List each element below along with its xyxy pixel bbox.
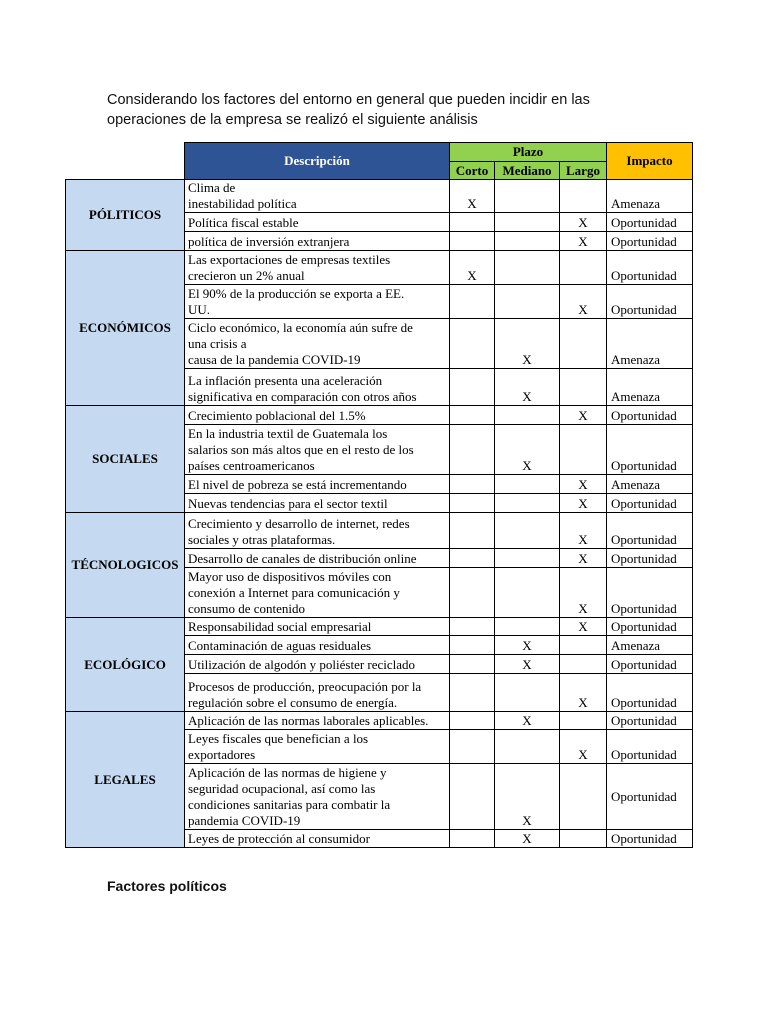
impact-cell: Oportunidad [607, 406, 693, 425]
mediano-mark-cell [495, 730, 560, 764]
mediano-mark-cell: X [495, 655, 560, 674]
header-corto: Corto [450, 162, 495, 180]
category-cell: LEGALES [66, 712, 185, 848]
description-cell: política de inversión extranjera [185, 232, 450, 251]
table-row [66, 180, 693, 213]
table-row [66, 251, 693, 285]
largo-mark-cell: X [560, 618, 607, 636]
description-cell: Contaminación de aguas residuales [185, 636, 450, 655]
corto-mark-cell [450, 475, 495, 494]
largo-mark-cell [560, 764, 607, 830]
impact-cell: Oportunidad [607, 712, 693, 730]
category-cell: PÓLITICOS [66, 180, 185, 251]
largo-mark-cell [560, 369, 607, 406]
impact-cell: Oportunidad [607, 232, 693, 251]
mediano-mark-cell [495, 549, 560, 568]
mediano-mark-cell [495, 513, 560, 549]
category-cell: TÉCNOLOGICOS [66, 513, 185, 618]
mediano-mark-cell [495, 232, 560, 251]
largo-mark-cell [560, 636, 607, 655]
table-row [66, 618, 693, 636]
description-cell: Aplicación de las normas de higiene y seguridad ocupacional, así como las condiciones sanitarias para combatir la pandemia COVID-19 [185, 764, 450, 830]
corto-mark-cell [450, 618, 495, 636]
description-cell: Crecimiento poblacional del 1.5% [185, 406, 450, 425]
impact-cell: Oportunidad [607, 568, 693, 618]
mediano-mark-cell: X [495, 369, 560, 406]
corto-mark-cell [450, 712, 495, 730]
mediano-mark-cell [495, 568, 560, 618]
largo-mark-cell: X [560, 232, 607, 251]
largo-mark-cell: X [560, 513, 607, 549]
largo-mark-cell: X [560, 475, 607, 494]
corto-mark-cell [450, 513, 495, 549]
mediano-mark-cell: X [495, 712, 560, 730]
largo-mark-cell [560, 425, 607, 475]
header-row [66, 143, 693, 162]
largo-mark-cell: X [560, 213, 607, 232]
mediano-mark-cell [495, 406, 560, 425]
corto-mark-cell [450, 549, 495, 568]
description-cell: Leyes fiscales que benefician a los exportadores [185, 730, 450, 764]
pestel-analysis-table [65, 142, 693, 848]
corto-mark-cell [450, 285, 495, 319]
corto-mark-cell [450, 568, 495, 618]
description-cell: Aplicación de las normas laborales aplicables. [185, 712, 450, 730]
largo-mark-cell: X [560, 568, 607, 618]
description-cell: En la industria textil de Guatemala los salarios son más altos que en el resto de los países centroamericanos [185, 425, 450, 475]
description-cell: El 90% de la producción se exporta a EE. UU. [185, 285, 450, 319]
impact-cell: Oportunidad [607, 494, 693, 513]
impact-cell: Oportunidad [607, 655, 693, 674]
impact-cell: Oportunidad [607, 213, 693, 232]
header-description: Descripción [185, 143, 450, 180]
mediano-mark-cell: X [495, 830, 560, 848]
corto-mark-cell [450, 406, 495, 425]
description-cell: La inflación presenta una aceleración significativa en comparación con otros años [185, 369, 450, 406]
mediano-mark-cell [495, 213, 560, 232]
mediano-mark-cell: X [495, 319, 560, 369]
largo-mark-cell [560, 251, 607, 285]
corto-mark-cell: X [450, 180, 495, 213]
largo-mark-cell: X [560, 406, 607, 425]
mediano-mark-cell: X [495, 425, 560, 475]
category-cell: ECOLÓGICO [66, 618, 185, 712]
description-cell: Nuevas tendencias para el sector textil [185, 494, 450, 513]
largo-mark-cell: X [560, 674, 607, 712]
corto-mark-cell [450, 494, 495, 513]
description-cell: Utilización de algodón y poliéster reciclado [185, 655, 450, 674]
impact-cell: Oportunidad [607, 549, 693, 568]
impact-cell: Oportunidad [607, 513, 693, 549]
mediano-mark-cell [495, 180, 560, 213]
impact-cell: Oportunidad [607, 764, 693, 830]
impact-cell: Oportunidad [607, 830, 693, 848]
mediano-mark-cell [495, 285, 560, 319]
mediano-mark-cell [495, 475, 560, 494]
corto-mark-cell [450, 319, 495, 369]
largo-mark-cell: X [560, 549, 607, 568]
mediano-mark-cell [495, 494, 560, 513]
largo-mark-cell: X [560, 494, 607, 513]
description-cell: Las exportaciones de empresas textiles crecieron un 2% anual [185, 251, 450, 285]
header-impacto: Impacto [607, 143, 693, 180]
largo-mark-cell [560, 180, 607, 213]
impact-cell: Amenaza [607, 369, 693, 406]
description-cell: Clima de inestabilidad política [185, 180, 450, 213]
impact-cell: Oportunidad [607, 251, 693, 285]
category-cell: ECONÓMICOS [66, 251, 185, 406]
impact-cell: Amenaza [607, 319, 693, 369]
header-mediano: Mediano [495, 162, 560, 180]
impact-cell: Oportunidad [607, 730, 693, 764]
category-cell: SOCIALES [66, 406, 185, 513]
largo-mark-cell [560, 655, 607, 674]
corto-mark-cell [450, 425, 495, 475]
largo-mark-cell [560, 319, 607, 369]
impact-cell: Amenaza [607, 636, 693, 655]
largo-mark-cell: X [560, 730, 607, 764]
mediano-mark-cell: X [495, 764, 560, 830]
header-plazo: Plazo [450, 143, 607, 162]
description-cell: Leyes de protección al consumidor [185, 830, 450, 848]
table-row [66, 712, 693, 730]
description-cell: Ciclo económico, la economía aún sufre de una crisis a causa de la pandemia COVID-19 [185, 319, 450, 369]
corto-mark-cell [450, 213, 495, 232]
impact-cell: Oportunidad [607, 618, 693, 636]
table-row [66, 513, 693, 549]
table-header [66, 143, 693, 180]
description-cell: Crecimiento y desarrollo de internet, redes sociales y otras plataformas. [185, 513, 450, 549]
corto-mark-cell [450, 369, 495, 406]
table-row [66, 406, 693, 425]
description-cell: Mayor uso de dispositivos móviles con conexión a Internet para comunicación y consumo de contenido [185, 568, 450, 618]
mediano-mark-cell [495, 618, 560, 636]
description-cell: Política fiscal estable [185, 213, 450, 232]
intro-paragraph: Considerando los factores del entorno en general que pueden incidir en las operaciones de la empresa se realizó el siguiente análisis [107, 92, 590, 128]
section-heading: Factores políticos [107, 878, 227, 894]
corto-mark-cell [450, 674, 495, 712]
header-largo: Largo [560, 162, 607, 180]
description-cell: Responsabilidad social empresarial [185, 618, 450, 636]
corto-mark-cell [450, 232, 495, 251]
description-cell: Procesos de producción, preocupación por la regulación sobre el consumo de energía. [185, 674, 450, 712]
description-cell: Desarrollo de canales de distribución online [185, 549, 450, 568]
corto-mark-cell [450, 655, 495, 674]
mediano-mark-cell: X [495, 636, 560, 655]
impact-cell: Oportunidad [607, 425, 693, 475]
impact-cell: Oportunidad [607, 285, 693, 319]
largo-mark-cell: X [560, 285, 607, 319]
largo-mark-cell [560, 712, 607, 730]
impact-cell: Amenaza [607, 475, 693, 494]
impact-cell: Oportunidad [607, 674, 693, 712]
corto-mark-cell [450, 636, 495, 655]
mediano-mark-cell [495, 674, 560, 712]
corto-mark-cell [450, 764, 495, 830]
largo-mark-cell [560, 830, 607, 848]
corto-mark-cell [450, 730, 495, 764]
corto-mark-cell: X [450, 251, 495, 285]
description-cell: El nivel de pobreza se está incrementando [185, 475, 450, 494]
table-body [66, 180, 693, 848]
impact-cell: Amenaza [607, 180, 693, 213]
corto-mark-cell [450, 830, 495, 848]
mediano-mark-cell [495, 251, 560, 285]
blank-corner-cell [66, 143, 185, 180]
